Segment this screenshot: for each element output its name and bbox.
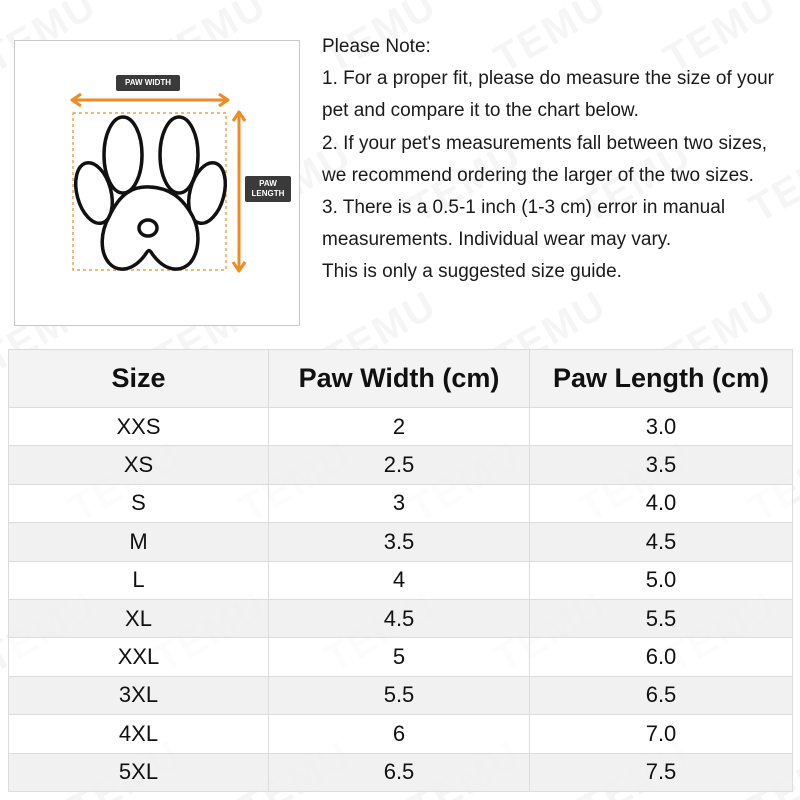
cell-paw-length: 3.0 <box>530 408 793 446</box>
note-line: 3. There is a 0.5-1 inch (1-3 cm) error in manual measurements. Individual wear may vary. <box>322 197 726 251</box>
table-row <box>9 753 793 791</box>
paw-length-tag-line2: LENGTH <box>251 189 285 198</box>
cell-paw-width: 2 <box>269 408 530 446</box>
cell-paw-length: 4.0 <box>530 484 793 522</box>
cell-paw-length: 6.5 <box>530 676 793 714</box>
cell-size: XS <box>9 446 269 484</box>
paw-length-tag-line1: PAW <box>259 179 277 188</box>
cell-paw-width: 4.5 <box>269 599 530 637</box>
table-row <box>9 561 793 599</box>
cell-paw-length: 4.5 <box>530 523 793 561</box>
size-chart-table <box>8 349 793 792</box>
table-row <box>9 484 793 522</box>
table-row <box>9 599 793 637</box>
paw-length-tag <box>245 176 291 202</box>
table-row <box>9 523 793 561</box>
table-header-row <box>9 350 793 408</box>
cell-paw-length: 5.5 <box>530 599 793 637</box>
note-line: This is only a suggested size guide. <box>322 261 622 283</box>
cell-size: XXS <box>9 408 269 446</box>
cell-paw-width: 2.5 <box>269 446 530 484</box>
paw-print-icon <box>70 117 232 269</box>
cell-paw-length: 5.0 <box>530 561 793 599</box>
cell-size: 4XL <box>9 715 269 753</box>
cell-paw-width: 3.5 <box>269 523 530 561</box>
cell-size: 3XL <box>9 676 269 714</box>
notes-heading: Please Note: <box>322 36 431 57</box>
length-arrow-icon <box>233 112 245 271</box>
cell-paw-width: 5 <box>269 638 530 676</box>
cell-size: XXL <box>9 638 269 676</box>
header-size: Size <box>9 350 269 408</box>
header-paw-length: Paw Length (cm) <box>530 350 793 408</box>
table-row <box>9 638 793 676</box>
table-row <box>9 715 793 753</box>
cell-paw-width: 3 <box>269 484 530 522</box>
cell-paw-width: 5.5 <box>269 676 530 714</box>
size-guide-notes <box>322 31 796 289</box>
cell-paw-width: 4 <box>269 561 530 599</box>
width-arrow-icon <box>72 94 228 106</box>
cell-paw-length: 7.5 <box>530 753 793 791</box>
note-line: 1. For a proper fit, please do measure the size of your pet and compare it to the chart below. <box>322 68 775 122</box>
table-row <box>9 408 793 446</box>
cell-paw-length: 3.5 <box>530 446 793 484</box>
cell-size: S <box>9 484 269 522</box>
table-row <box>9 676 793 714</box>
cell-size: XL <box>9 599 269 637</box>
header-paw-width: Paw Width (cm) <box>269 350 530 408</box>
cell-size: L <box>9 561 269 599</box>
note-line: 2. If your pet's measurements fall between two sizes, we recommend ordering the larger of the two sizes. <box>322 132 768 186</box>
cell-size: 5XL <box>9 753 269 791</box>
paw-width-tag: PAW WIDTH <box>116 75 180 91</box>
paw-measurement-diagram <box>14 40 300 326</box>
cell-paw-length: 6.0 <box>530 638 793 676</box>
table-row <box>9 446 793 484</box>
cell-paw-width: 6.5 <box>269 753 530 791</box>
cell-size: M <box>9 523 269 561</box>
cell-paw-length: 7.0 <box>530 715 793 753</box>
cell-paw-width: 6 <box>269 715 530 753</box>
